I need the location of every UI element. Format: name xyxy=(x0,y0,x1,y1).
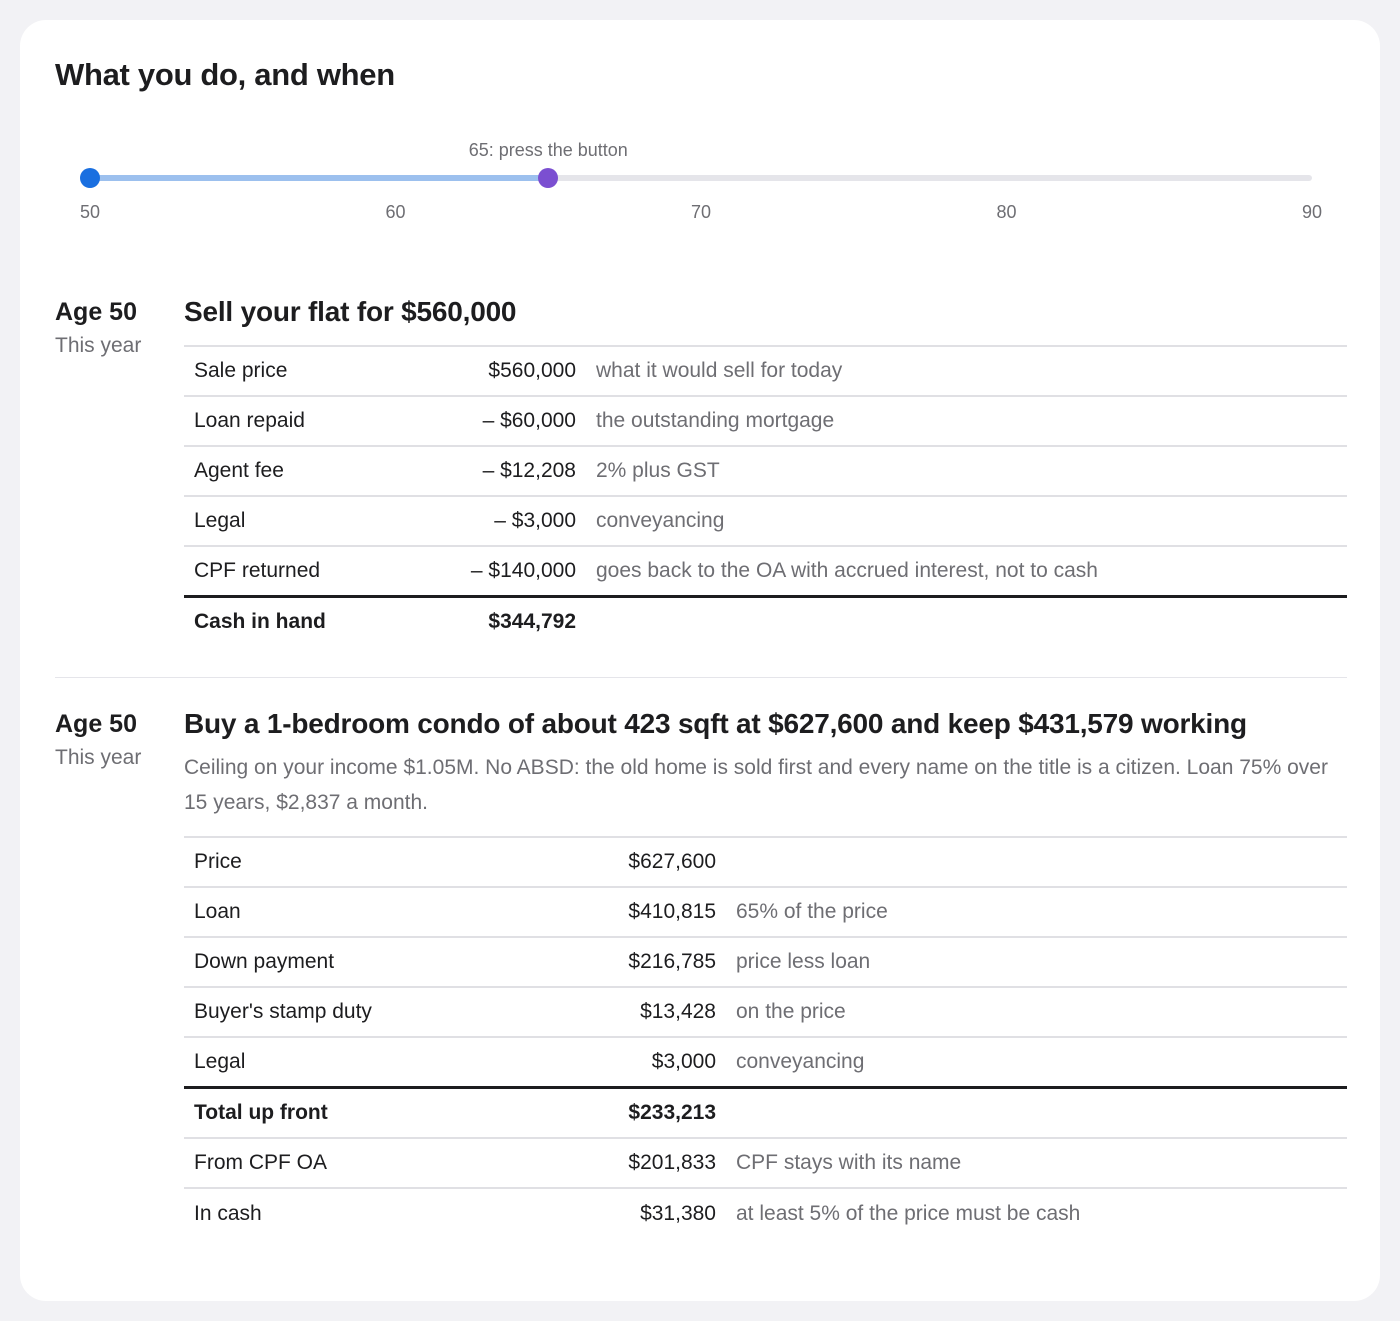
row-amount: $233,213 xyxy=(584,1087,726,1138)
timeline-progress xyxy=(90,175,548,181)
timeline-start-handle[interactable] xyxy=(80,168,100,188)
table-row xyxy=(184,987,1347,1037)
table-row xyxy=(184,496,1347,546)
row-amount: $13,428 xyxy=(584,987,726,1037)
row-amount: $3,000 xyxy=(584,1037,726,1087)
timeline-marker-handle[interactable] xyxy=(538,168,558,188)
row-label: Cash in hand xyxy=(184,596,444,647)
row-label: Loan repaid xyxy=(184,396,444,446)
row-label: Agent fee xyxy=(184,446,444,496)
row-note xyxy=(726,837,1347,887)
table-row xyxy=(184,937,1347,987)
step-body xyxy=(184,295,1347,647)
timeline-tick-label: 70 xyxy=(690,202,712,222)
row-label: Loan xyxy=(184,887,584,937)
step-age-when: This year xyxy=(55,334,142,357)
timeline-marker-label: 65: press the button xyxy=(468,140,628,160)
row-note: conveyancing xyxy=(586,496,1347,546)
row-amount: – $12,208 xyxy=(444,446,586,496)
age-timeline[interactable] xyxy=(79,140,1323,222)
row-note: at least 5% of the price must be cash xyxy=(726,1188,1347,1238)
row-note: 65% of the price xyxy=(726,887,1347,937)
row-amount: – $140,000 xyxy=(444,546,586,596)
table-row xyxy=(184,1037,1347,1087)
row-label: Sale price xyxy=(184,346,444,396)
row-note: on the price xyxy=(726,987,1347,1037)
table-row xyxy=(184,837,1347,887)
plan-card xyxy=(20,20,1380,1301)
purchase-breakdown-table xyxy=(184,836,1347,1238)
row-label: CPF returned xyxy=(184,546,444,596)
step-heading: Buy a 1-bedroom condo of about 423 sqft at $627,600 and keep $431,579 working xyxy=(184,708,1247,739)
table-row xyxy=(184,346,1347,396)
row-amount: $410,815 xyxy=(584,887,726,937)
step-description: Ceiling on your income $1.05M. No ABSD: the old home is sold first and every name on the title is a citizen. Loan 75% over 15 years, $2,837 a month. xyxy=(184,756,1328,814)
page-title: What you do, and when xyxy=(55,57,395,92)
step-body xyxy=(184,707,1347,1238)
table-row xyxy=(184,446,1347,496)
row-note: the outstanding mortgage xyxy=(586,396,1347,446)
step-heading: Sell your flat for $560,000 xyxy=(184,296,517,327)
row-note xyxy=(586,596,1347,647)
row-label: Legal xyxy=(184,1037,584,1087)
row-note: CPF stays with its name xyxy=(726,1138,1347,1188)
step-age-when: This year xyxy=(55,746,142,769)
section-divider xyxy=(55,677,1347,678)
row-note: what it would sell for today xyxy=(586,346,1347,396)
step-age-value: Age 50 xyxy=(55,298,137,326)
row-amount: – $60,000 xyxy=(444,396,586,446)
row-amount: $31,380 xyxy=(584,1188,726,1238)
table-row xyxy=(184,887,1347,937)
row-note: price less loan xyxy=(726,937,1347,987)
step-age-value: Age 50 xyxy=(55,710,137,738)
row-label: Total up front xyxy=(184,1087,584,1138)
timeline-tick-label: 90 xyxy=(1301,202,1323,222)
sale-breakdown-table xyxy=(184,345,1347,647)
row-amount: $344,792 xyxy=(444,596,586,647)
row-label: From CPF OA xyxy=(184,1138,584,1188)
row-amount: $627,600 xyxy=(584,837,726,887)
row-note: 2% plus GST xyxy=(586,446,1347,496)
timeline-tick-label: 80 xyxy=(996,202,1017,222)
row-label: Legal xyxy=(184,496,444,546)
row-amount: $560,000 xyxy=(444,346,586,396)
table-total-row xyxy=(184,1087,1347,1138)
row-note: conveyancing xyxy=(726,1037,1347,1087)
row-label: Price xyxy=(184,837,584,887)
table-row xyxy=(184,396,1347,446)
table-row xyxy=(184,1138,1347,1188)
timeline-tick-label: 50 xyxy=(79,202,101,222)
timeline-tick-label: 60 xyxy=(385,202,406,222)
row-amount: $216,785 xyxy=(584,937,726,987)
row-label: Buyer's stamp duty xyxy=(184,987,584,1037)
step-age xyxy=(55,707,175,773)
row-label: In cash xyxy=(184,1188,584,1238)
row-amount: $201,833 xyxy=(584,1138,726,1188)
row-amount: – $3,000 xyxy=(444,496,586,546)
row-note: goes back to the OA with accrued interest, not to cash xyxy=(586,546,1347,596)
row-label: Down payment xyxy=(184,937,584,987)
step-age xyxy=(55,295,175,361)
table-row xyxy=(184,546,1347,596)
row-note xyxy=(726,1087,1347,1138)
table-total-row xyxy=(184,596,1347,647)
table-row xyxy=(184,1188,1347,1238)
